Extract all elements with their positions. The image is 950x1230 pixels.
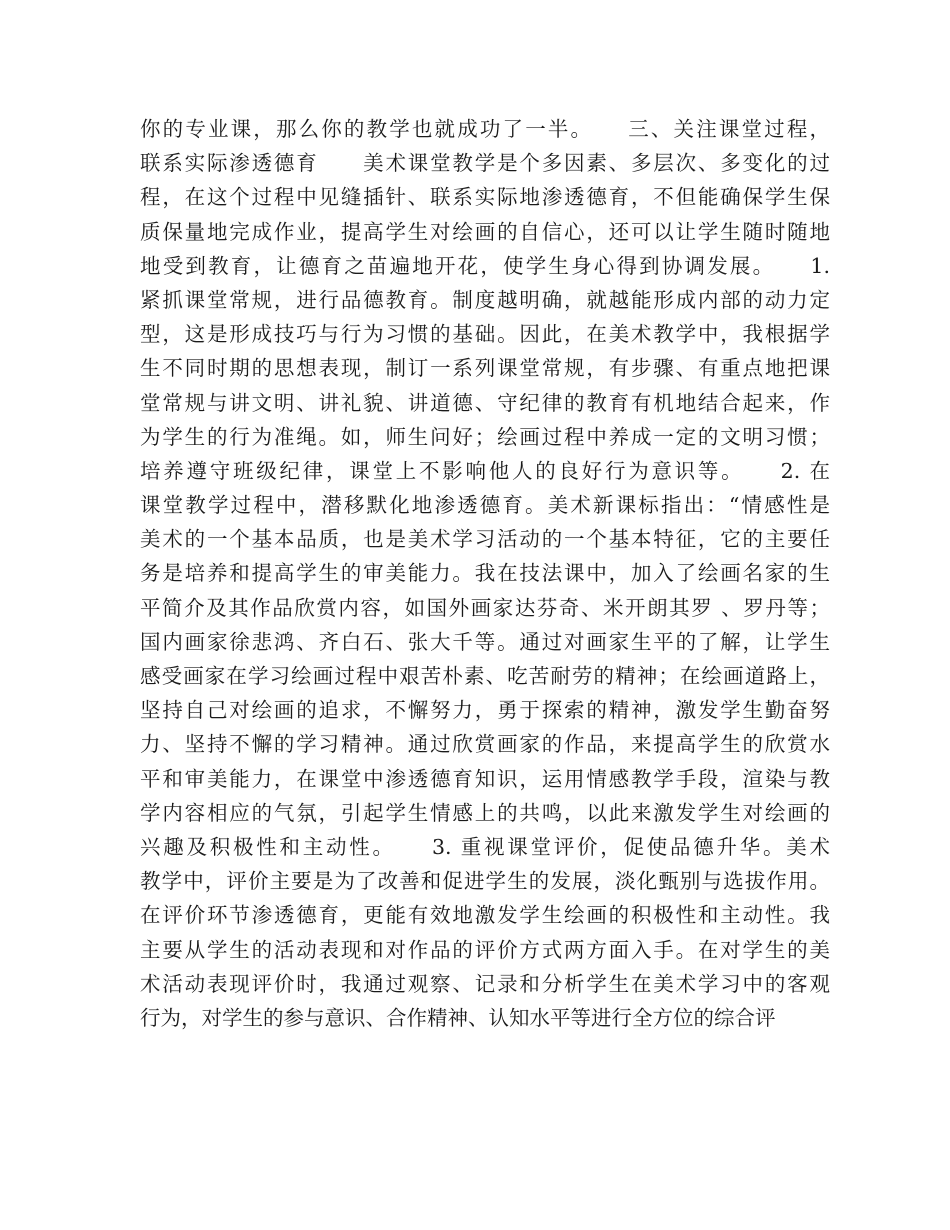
text-line: 在评价环节渗透德育，更能有效地激发学生绘画的积极性和主动性。我 (140, 903, 830, 928)
text-line: 学内容相应的气氛，引起学生情感上的共鸣，以此来激发学生对绘画的 (140, 800, 830, 825)
text-line: 术活动表现评价时，我通过观察、记录和分析学生在美术学习中的客观 (140, 971, 830, 996)
text-line: 兴趣及积极性和主动性。 3. 重视课堂评价，促使品德升华。美术 (140, 834, 830, 859)
text-line: 国内画家徐悲鸿、齐白石、张大千等。通过对画家生平的了解，让学生 (140, 629, 830, 654)
text-line: 堂常规与讲文明、讲礼貌、讲道德、守纪律的教育有机地结合起来，作 (140, 390, 830, 415)
text-line: 教学中，评价主要是为了改善和促进学生的发展，淡化甄别与选拔作用。 (140, 869, 830, 894)
text-line: 地受到教育，让德育之苗遍地开花，使学生身心得到协调发展。 1. (140, 253, 830, 278)
text-line: 紧抓课堂常规，进行品德教育。制度越明确，就越能形成内部的动力定 (140, 287, 830, 312)
body-text (140, 112, 830, 1035)
text-line: 联系实际渗透德育 美术课堂教学是个多因素、多层次、多变化的过 (140, 151, 830, 176)
text-line: 为学生的行为准绳。如，师生问好；绘画过程中养成一定的文明习惯； (140, 424, 830, 449)
text-line: 质保量地完成作业，提高学生对绘画的自信心，还可以让学生随时随地 (140, 219, 830, 244)
text-line: 生不同时期的思想表现，制订一系列课堂常规，有步骤、有重点地把课 (140, 356, 830, 381)
text-line: 课堂教学过程中，潜移默化地渗透德育。美术新课标指出：“情感性是 (140, 493, 830, 518)
text-line: 坚持自己对绘画的追求，不懈努力，勇于探索的精神，激发学生勤奋努 (140, 698, 830, 723)
text-line: 感受画家在学习绘画过程中艰苦朴素、吃苦耐劳的精神；在绘画道路上， (140, 664, 830, 688)
text-line: 平简介及其作品欣赏内容，如国外画家达芬奇、米开朗其罗 、罗丹等； (140, 595, 830, 620)
text-line: 型，这是形成技巧与行为习惯的基础。因此，在美术教学中，我根据学 (140, 322, 830, 347)
text-line: 主要从学生的活动表现和对作品的评价方式两方面入手。在对学生的美 (140, 937, 830, 962)
text-line: 美术的一个基本品质，也是美术学习活动的一个基本特征，它的主要任 (140, 527, 830, 552)
text-line: 务是培养和提高学生的审美能力。我在技法课中，加入了绘画名家的生 (140, 561, 830, 586)
text-line: 平和审美能力，在课堂中渗透德育知识，运用情感教学手段，渲染与教 (140, 766, 830, 791)
text-line: 程，在这个过程中见缝插针、联系实际地渗透德育，不但能确保学生保 (140, 185, 830, 210)
text-line: 培养遵守班级纪律，课堂上不影响他人的良好行为意识等。 2. 在 (140, 458, 830, 483)
text-line: 行为，对学生的参与意识、合作精神、认知水平等进行全方位的综合评 (140, 1005, 776, 1030)
text-line: 你的专业课，那么你的教学也就成功了一半。 三、关注课堂过程， (140, 117, 830, 141)
text-line: 力、坚持不懈的学习精神。通过欣赏画家的作品，来提高学生的欣赏水 (140, 732, 830, 757)
